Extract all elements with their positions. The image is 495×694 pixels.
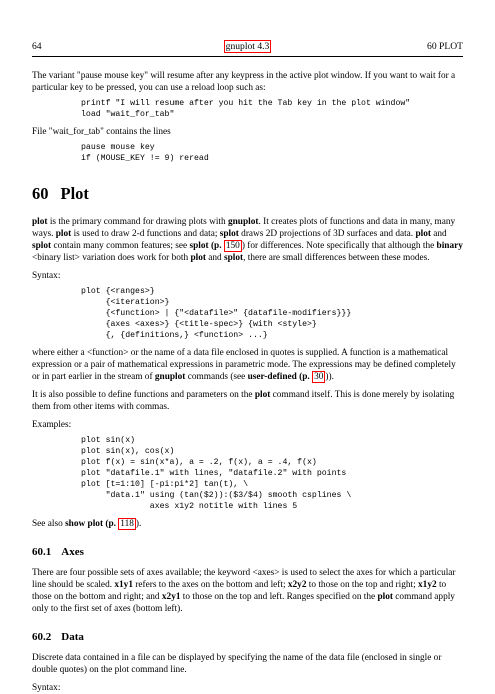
document-title-link[interactable]: gnuplot 4.3 bbox=[225, 41, 270, 52]
page-number: 64 bbox=[32, 41, 42, 52]
subsection-heading-data: 60.2 Data bbox=[32, 631, 84, 643]
code-block-printf: printf "I will resume after you hit the Tab key in the plot window" load "wait_for_tab" bbox=[81, 99, 411, 119]
plot-description-paragraph: plot is the primary command for drawing plots with gnuplot. It creates plots of functions and data in many, many ways. plot is used to draw 2-d functions and data; splot draws 2D projections of 3D surfaces and data. plot and splot contain many common features; see splot (p. 150 ) for differences. Note specifically that although the binary <binary list> variation does work for both plot and splot, there are small differences between these modes. bbox=[32, 217, 463, 263]
running-header bbox=[32, 41, 463, 53]
syntax-label: Syntax: bbox=[32, 271, 61, 281]
page-body bbox=[32, 70, 463, 694]
ref-link-118[interactable]: 118 bbox=[120, 519, 134, 529]
file-paragraph: File "wait_for_tab" contains the lines bbox=[32, 127, 171, 137]
section-title: Plot bbox=[60, 184, 89, 203]
examples-code-block: plot sin(x) plot sin(x), cos(x) plot f(x) = sin(x*a), a = .2, f(x), a = .4, f(x) plot "datafile.1" with lines, "datafile.2" with points plot [t=1:10] [-pi:pi*2] tan(t), \ "data.1" using (tan($2)):($3/$4) smooth csplines \ axes x1y2 notitle with lines 5 bbox=[81, 436, 352, 511]
see-also-line: See also show plot (p. 118 ). bbox=[32, 519, 142, 529]
examples-label: Examples: bbox=[32, 420, 72, 430]
document-title bbox=[32, 41, 463, 52]
intro-paragraph: The variant "pause mouse key" will resume after any keypress in the active plot window. If you want to wait for a particular key to be pressed, you can use a reload loop such as: bbox=[32, 71, 456, 93]
data-syntax-label: Syntax: bbox=[32, 683, 61, 693]
running-section: 60 PLOT bbox=[427, 41, 463, 52]
data-paragraph: Discrete data contained in a file can be displayed by specifying the name of the data file (enclosed in single or double quotes) on the plot command line. bbox=[32, 653, 442, 675]
function-paragraph: where either a <function> or the name of a data file enclosed in quotes is supplied. A function is a mathematical expression or a pair of mathematical expressions in parametric mode. The expressions may be defined completely or in part earlier in the stream of gnuplot commands (see user-defined (p. 30 )). bbox=[32, 348, 456, 382]
ref-link-150[interactable]: 150 bbox=[225, 241, 240, 251]
axes-paragraph: There are four possible sets of axes available; the keyword <axes> is used to select the axes for which a particular line should be scaled. x1y1 refers to the axes on the bottom and left; x2y2 to those on the top and right; x1y2 to those on the bottom and right; and x2y1 to those on the top and left. Ranges specified on the plot command apply only to the first set of axes (bottom left). bbox=[32, 568, 456, 614]
syntax-code-block: plot {<ranges>} {<iteration>} {<function> | {"<datafile>" {datafile-modifiers}}} {axes <axes>} {<title-spec>} {with <style>} {, {definitions,} <function> ...} bbox=[81, 287, 352, 340]
subsection-heading-axes: 60.1 Axes bbox=[32, 546, 84, 558]
ref-link-30[interactable]: 30 bbox=[314, 372, 324, 382]
code-block-pause: pause mouse key if (MOUSE_KEY != 9) reread bbox=[81, 143, 209, 163]
section-heading-plot bbox=[32, 184, 463, 203]
section-number: 60 bbox=[32, 184, 49, 203]
define-paragraph: It is also possible to define functions and parameters on the plot command itself. This is done merely by isolating them from other items with commas. bbox=[32, 390, 455, 412]
header-rule bbox=[32, 56, 463, 57]
